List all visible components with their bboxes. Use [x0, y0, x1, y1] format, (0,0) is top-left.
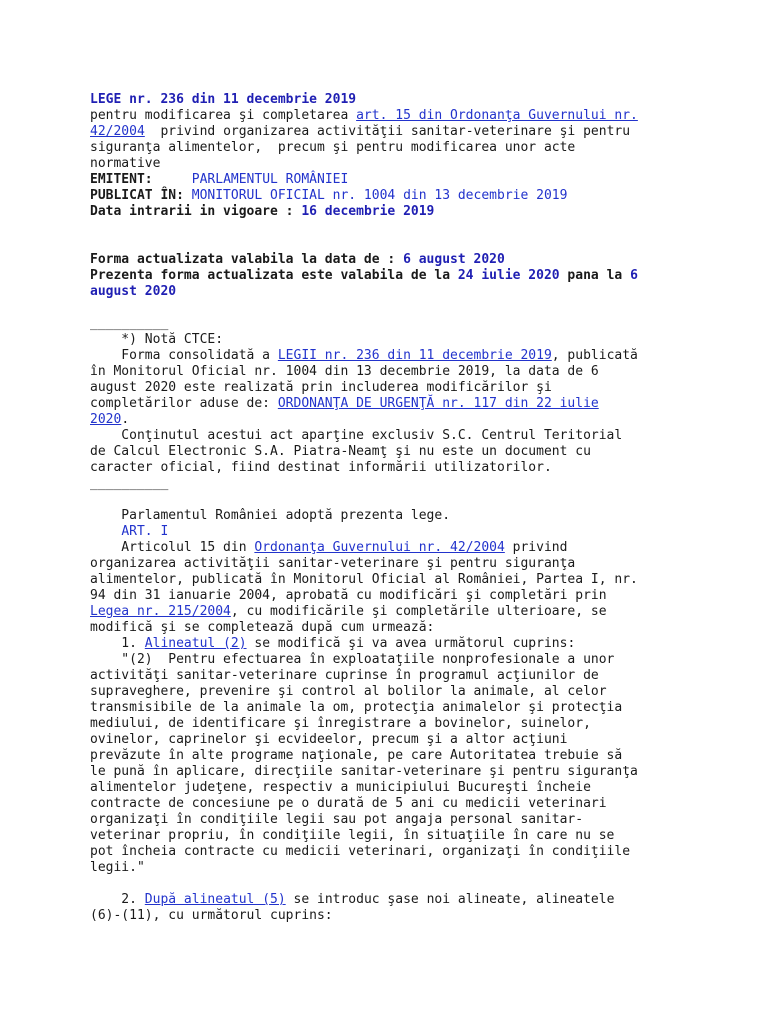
- body-line: 94 din 31 ianuarie 2004, aprobată cu modificări şi completări prin: [90, 588, 607, 603]
- nota-text: .: [121, 412, 130, 427]
- separator: __________: [90, 316, 169, 331]
- forma-label: Forma actualizata valabila la data de :: [90, 252, 404, 267]
- vigoare-row: [90, 204, 672, 220]
- body-line: (6)-(11), cu următorul cuprins:: [90, 908, 333, 923]
- forma-row: [90, 252, 672, 268]
- vigoare-value: 16 decembrie 2019: [301, 204, 435, 219]
- law-document: [90, 92, 672, 924]
- quote-line: mediului, de identificare şi înregistrare a bovinelor, suinelor,: [90, 716, 591, 731]
- forma-text: Prezenta forma actualizata este valabila de la: [90, 268, 458, 283]
- quote-line: legii.": [90, 860, 145, 875]
- emitent-value: PARLAMENTUL ROMÂNIEI: [191, 172, 349, 187]
- body-text: Articolul 15 din: [90, 540, 255, 555]
- quote-line: veterinar propriu, în condiţiile legii, în situaţiile în care nu se: [90, 828, 615, 843]
- quote-line: ovinelor, caprinelor şi ecvideelor, precum şi a altor acţiuni: [90, 732, 568, 747]
- nota-text: Forma consolidată a: [90, 348, 278, 363]
- quote-line: organizaţi în condiţiile legii sau pot angaja personal sanitar-: [90, 812, 584, 827]
- link-art-15-og-42-2004[interactable]: art. 15 din Ordonanţa Guvernului nr.: [356, 108, 638, 123]
- link-oug-117-2020-cont[interactable]: 2020: [90, 412, 122, 427]
- nota-text: , publicată: [551, 348, 638, 363]
- forma-date: 6 august 2020: [403, 252, 505, 267]
- quote-line: prevăzute în alte programe naţionale, pe care Autoritatea trebuie să: [90, 748, 623, 763]
- header-line: siguranţa alimentelor, precum şi pentru modificarea unor acte: [90, 140, 576, 155]
- link-legea-215-2004[interactable]: Legea nr. 215/2004: [90, 604, 231, 619]
- quote-line: supraveghere, prevenire şi control al bolilor la animale, al celor: [90, 684, 607, 699]
- publicat-row: [90, 188, 672, 204]
- point-2: [90, 892, 672, 908]
- header-line: normative: [90, 156, 161, 171]
- body-text: se introduc şase noi alineate, alineatele: [285, 892, 615, 907]
- adopta-line: Parlamentul României adoptă prezenta lege.: [90, 508, 451, 523]
- forma-text: pana la: [559, 268, 631, 283]
- publicat-label: PUBLICAT ÎN:: [90, 188, 184, 203]
- header-line: [90, 124, 672, 140]
- body-line: alimentelor, publicată în Monitorul Oficial al României, Partea I, nr.: [90, 572, 638, 587]
- forma-end-date-cont: august 2020: [90, 284, 177, 299]
- link-og-42-2004[interactable]: 42/2004: [90, 124, 145, 139]
- point-number: 2.: [90, 892, 145, 907]
- quote-line: pot încheia contracte cu medicii veterinari, organizaţi în condiţiile: [90, 844, 631, 859]
- law-title: LEGE nr. 236 din 11 decembrie 2019: [90, 92, 357, 107]
- quote-line: le pună în aplicare, direcţiile sanitar-veterinare şi pentru siguranţa: [90, 764, 638, 779]
- quote-line: activităţi sanitar-veterinare cuprinse în programul acţiunilor de: [90, 668, 599, 683]
- nota-line: de Calcul Electronic S.A. Piatra-Neamţ şi nu este un document cu: [90, 444, 591, 459]
- body-line: [90, 540, 672, 556]
- link-og-42-2004-body[interactable]: Ordonanţa Guvernului nr. 42/2004: [254, 540, 505, 555]
- nota-text: completărilor aduse de:: [90, 396, 278, 411]
- header-text: privind organizarea activităţii sanitar-veterinare şi pentru: [144, 124, 631, 139]
- quote-line: contracte de concesiune pe o durată de 5 ani cu medicii veterinari: [90, 796, 607, 811]
- nota-title: *) Notă CTCE:: [90, 332, 224, 347]
- nota-line: caracter oficial, fiind destinat informării utilizatorilor.: [90, 460, 552, 475]
- emitent-label: EMITENT:: [90, 172, 153, 187]
- nota-line: Conţinutul acestui act aparţine exclusiv S.C. Centrul Teritorial: [90, 428, 623, 443]
- nota-line: [90, 348, 672, 364]
- point-number: 1.: [90, 636, 145, 651]
- body-text: privind: [504, 540, 568, 555]
- body-line: organizarea activităţii sanitar-veterinare şi pentru siguranţa: [90, 556, 576, 571]
- nota-line: [90, 396, 672, 412]
- link-lege-236-2019[interactable]: LEGII nr. 236 din 11 decembrie 2019: [277, 348, 552, 363]
- nota-line: august 2020 este realizată prin includerea modificărilor şi: [90, 380, 552, 395]
- link-dupa-alineatul-5[interactable]: După alineatul (5): [144, 892, 286, 907]
- header-line: [90, 108, 672, 124]
- vigoare-label: Data intrarii in vigoare :: [90, 204, 302, 219]
- publicat-value: MONITORUL OFICIAL nr. 1004 din 13 decembrie 2019: [191, 188, 568, 203]
- point-1: [90, 636, 672, 652]
- body-line: modifică şi se completează după cum urmează:: [90, 620, 435, 635]
- body-text: se modifică şi va avea următorul cuprins:: [246, 636, 576, 651]
- nota-line: în Monitorul Oficial nr. 1004 din 13 decembrie 2019, la data de 6: [90, 364, 599, 379]
- header-text: pentru modificarea şi completarea: [90, 108, 357, 123]
- link-oug-117-2020[interactable]: ORDONANŢA DE URGENŢĂ nr. 117 din 22 iulie: [277, 396, 599, 411]
- quote-line: alimentelor judeţene, respectiv a municipiului Bucureşti încheie: [90, 780, 591, 795]
- quote-line: "(2) Pentru efectuarea în exploataţiile nonprofesionale a unor: [90, 652, 615, 667]
- quote-line: transmisibile de la animale la om, protecţia animalelor şi protecţia: [90, 700, 623, 715]
- forma-start-date: 24 iulie 2020: [457, 268, 560, 283]
- separator: __________: [90, 476, 169, 491]
- art-heading-row: [90, 524, 672, 540]
- forma-end-date: 6: [630, 268, 638, 283]
- body-line: [90, 604, 672, 620]
- forma-validity-row: [90, 268, 672, 284]
- nota-line: [90, 412, 672, 428]
- link-alineatul-2[interactable]: Alineatul (2): [144, 636, 247, 651]
- emitent-row: [90, 172, 672, 188]
- body-text: , cu modificările şi completările ulterioare, se: [230, 604, 607, 619]
- art-i-link[interactable]: ART. I: [121, 524, 169, 539]
